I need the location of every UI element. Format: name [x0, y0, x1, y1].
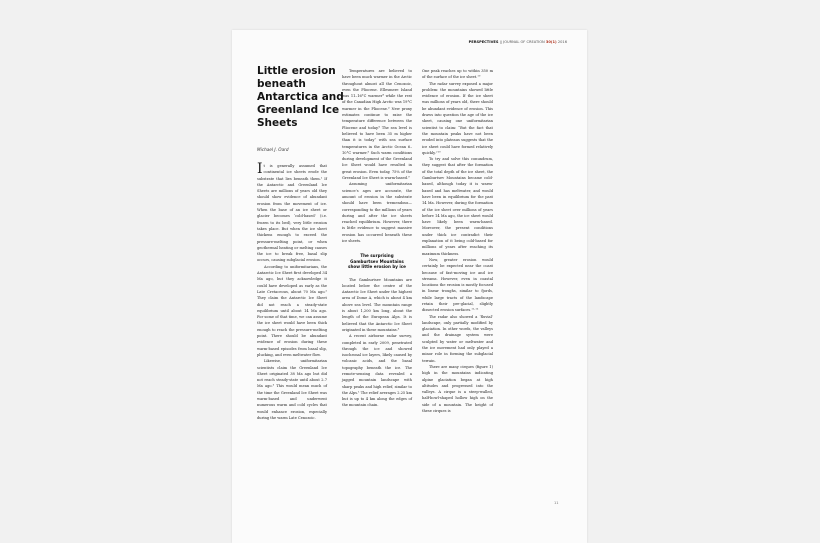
- paragraph: Likewise, uniformitarian scientists claim the Greenland Ice Sheet originated 38 Ma ago but did not reach steady-state until about 2.7 Ma ago.³ This would mean much of the time the Greenland Ice Sheet was warm-based and underwent numerous warm and cold cycles that would enhance erosion, especially during the warm Late Cenozoic.: [257, 359, 327, 420]
- separator: ||: [499, 40, 502, 44]
- paragraph: Now, greater erosion would certainly be expected near the coast because of fast-moving ice and ice streams. However, even in coastal locations the erosion is mostly focused in linear troughs, similar to fjords, while large tracts of the landscape retain their pre-glacial, slightly dissected erosion surfaces.¹¹·¹²: [422, 257, 493, 313]
- section-subheading: The surprising Gamburtsev Mountains show little erosion by ice: [348, 253, 406, 270]
- author-name: Michael J. Oard: [257, 147, 289, 152]
- year: 2016: [557, 40, 567, 44]
- drop-cap: I: [257, 161, 263, 177]
- text-column-1: [257, 163, 327, 421]
- paragraph: One peak reaches up to within 350 m of the surface of the ice sheet.¹⁰: [422, 69, 493, 80]
- paragraph: There are many cirques (figure 1) high in the mountains indicating alpine glaciation began at high altitudes and progressed into the valleys. A cirque is a steep-walled, half-bowl-shaped hollow high on the side of a mountain. The height of these cirques is: [422, 364, 493, 414]
- running-head: [447, 40, 567, 44]
- journal-page: [232, 30, 587, 543]
- journal-name: JOURNAL OF CREATION: [503, 40, 545, 44]
- text-column-2: [342, 68, 412, 409]
- text-column-3: [422, 68, 493, 414]
- paragraph: The Gamburtsev Mountains are located below the centre of the Antarctic Ice Sheet under the highest area of Dome A, which is about 4 km above sea level. The mountain range is about 1,200 km long, about the length of the European Alps. It is believed that the Antarctic Ice Sheet originated in these mountains.⁸: [342, 277, 412, 332]
- page-number: 11: [554, 501, 559, 505]
- paragraph: Temperatures are believed to have been much warmer in the Arctic throughout almost all the Cenozoic, even the Pliocene. Ellesmere Island was 11–16°C warmer⁴ while the rest of the Canadian High Arctic was 19°C warmer in the Pliocene.⁵ New proxy estimates continue to raise the temperature difference between the Pliocene and today.⁶ The sea level is believed to have been 35 m higher than it is today⁷ with sea surface temperatures in the Arctic Ocean 6–10°C warmer.⁸ Such warm conditions during development of the Greenland Ice Sheet would have resulted in great erosion. Even today, 75% of the Greenland Ice Sheet is warm-based.⁹: [342, 69, 412, 181]
- paragraph: According to uniformitarians, the Antarctic Ice Sheet first developed 34 Ma ago, but they acknowledge it could have developed as early as the Late Cretaceous, about 70 Ma ago.² They claim the Antarctic Ice Sheet did not reach a steady-state equilibrium until about 14 Ma ago. For some of that time, we can assume the ice sheet would have been thick enough to reach the pressure-melting point. There should be abundant evidence of erosion during these warm-based episodes from basal slip, plucking, and even meltwater flow.: [257, 264, 327, 357]
- paragraph: The radar survey exposed a major problem: the mountains showed little evidence of erosion. If the ice sheet was millions of years old, there should be abundant evidence of erosion. This draws into question the age of the ice sheet, causing one uniformitarian scientist to claim: “But the fact that the mountain peaks have not been eroded into plateaus suggests that the ice sheet could have formed relatively quickly.”¹⁰: [422, 81, 493, 155]
- paragraph: A recent airborne radar survey, completed in early 2009, penetrated through the ice and showed isochronal ice layers, likely caused by volcanic acids, and the basal topography beneath the ice. The remote-sensing data revealed a jagged mountain landscape with sharp peaks and high relief, similar to the Alps.¹ The relief averages 2.25 km but is up to 4 km along the edges of the mountain chain.: [342, 334, 412, 408]
- article-title: Little erosion beneath Antarctica and Greenland Ice Sheets: [257, 65, 344, 129]
- paragraph: To try and solve this conundrum, they suggest that after the formation of the total depth of the ice sheet, the Gamburtsev Mountains became cold-based, although today it is warm-based and has meltwater, and would have been in equilibrium for the past 14 Ma. However, during the formation of the ice sheet over millions of years before 14 Ma ago, the ice sheet would have likely been warm-based. Moreover, the present conditions under thick ice contradict their explanation of it being cold-based for millions of years after reaching its maximum thickness.: [422, 157, 493, 256]
- section-label: PERSPECTIVES: [468, 40, 499, 44]
- paragraph: The radar also showed a ‘fluvial’ landscape, only partially modified by glaciation. In other words, the valleys and the drainage system were sculpted by water or meltwater and the ice movement had only played a minor role in forming the subglacial terrain.: [422, 314, 493, 363]
- volume-issue: 30(1): [545, 40, 557, 44]
- paragraph: It is generally assumed that continental ice sheets erode the substrate that lies beneath them.¹ If the Antarctic and Greenland Ice Sheets are millions of years old they should show evidence of abundant erosion from the movement of ice. When the base of an ice sheet or glacier becomes ‘cold-based’ (i.e. frozen to its bed), very little erosion takes place. But when the ice sheet thickens enough to exceed the pressure-melting point, or when geothermal heating or melting causes the ice to break free, basal slip occurs, causing subglacial erosion.: [257, 161, 327, 263]
- paragraph: Assuming uniformitarian science’s ages are accurate, the amount of erosion in the substrate should have been tremendous—corresponding to the millions of years during and after the ice sheets reached equilibrium. However, there is little evidence to suggest massive erosion has occurred beneath these ice sheets.: [342, 182, 412, 244]
